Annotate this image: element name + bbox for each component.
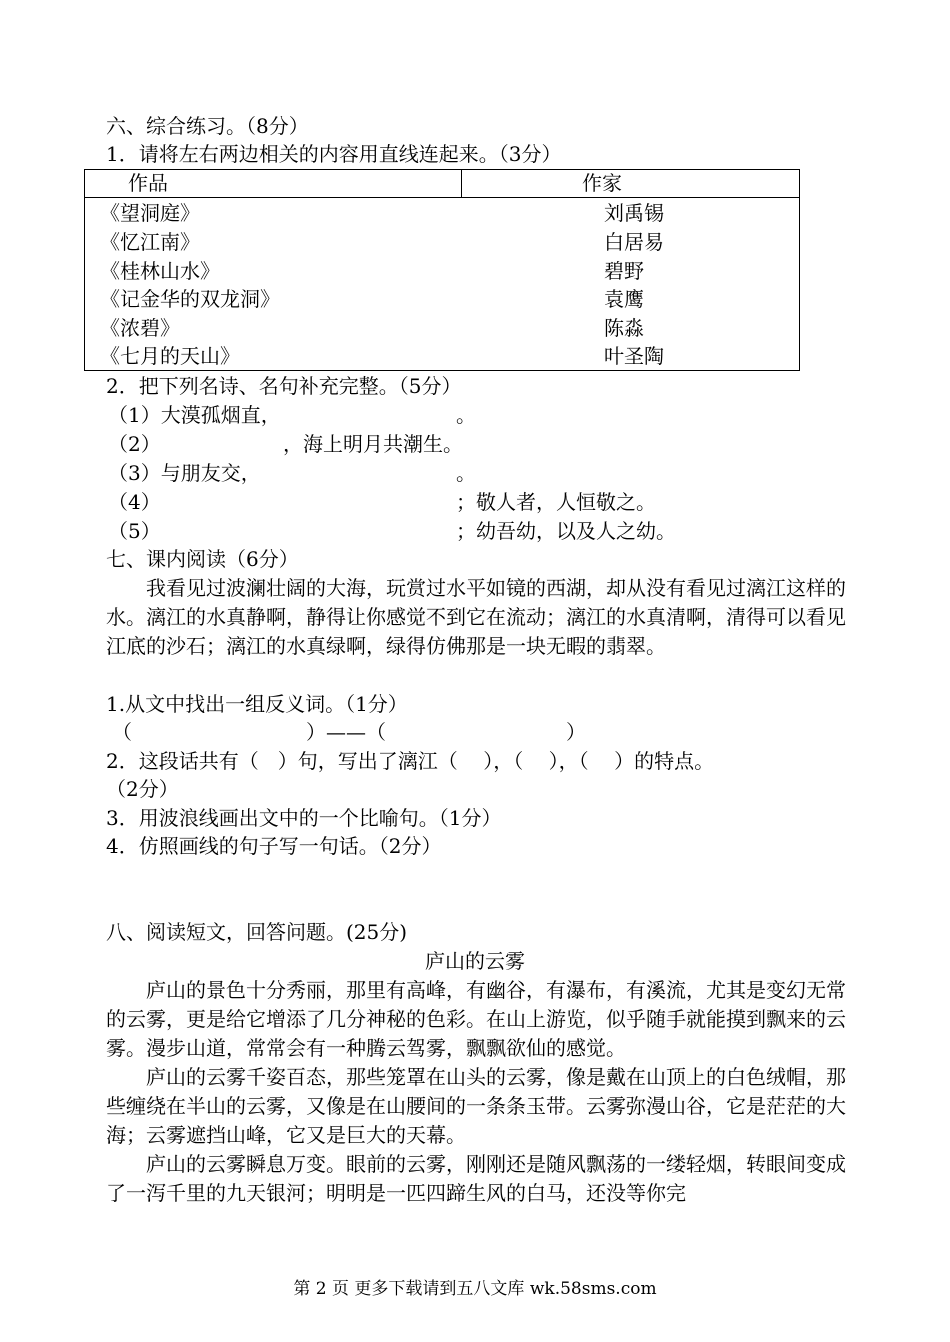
author-item: 陈淼 [604,316,644,340]
table-divider [84,197,800,198]
article-paragraph-2: 庐山的云雾千姿百态，那些笼罩在山头的云雾，像是戴在山顶上的白色绒帽，那些缠绕在半山的云雾，又像是在山腰间的一条条玉带。云雾弥漫山谷，它是茫茫的大海；云雾遮挡山峰，它又是巨大的天幕。 [106,1065,846,1147]
poem-left: （2） [108,432,161,456]
author-item: 碧野 [604,259,644,283]
table-header-author: 作家 [582,171,622,195]
poem-right: 。 [456,461,476,485]
work-item: 《望洞庭》 [100,201,200,225]
poem-left: （1）大漠孤烟直， [108,403,281,427]
table-column-divider [461,169,462,197]
poem-right: 。 [456,403,476,427]
author-item: 白居易 [604,230,664,254]
article-title: 庐山的云雾 [425,949,525,973]
author-item: 刘禹锡 [604,201,664,225]
section7-q3: 3．用波浪线画出文中的一个比喻句。（1分） [106,806,502,830]
article-paragraph-1: 庐山的景色十分秀丽，那里有高峰，有幽谷，有瀑布，有溪流，尤其是变幻无常的云雾，更是给它增添了几分神秘的色彩。在山上游览，似乎随手就能摸到飘来的云雾。漫步山道，常常会有一种腾云驾雾，飘飘欲仙的感觉。 [106,978,846,1060]
section7-q2: 2．这段话共有（ ）句，写出了漓江（ ），（ ），（ ）的特点。 [106,749,715,773]
poem-right: ；幼吾幼，以及人之幼。 [456,519,676,543]
q1-blank-middle: ）——（ [306,720,386,744]
poem-left: （4） [108,490,161,514]
table-header-work: 作品 [128,171,168,195]
q1-blank-close: ） [566,720,586,744]
page-footer: 第 2 页 更多下载请到五八文库 wk.58sms.com [293,1279,657,1299]
section7-q1: 1.从文中找出一组反义词。（1分） [106,692,408,716]
author-item: 叶圣陶 [604,344,664,368]
article-paragraph-3: 庐山的云雾瞬息万变。眼前的云雾，刚刚还是随风飘荡的一缕轻烟，转眼间变成了一泻千里的九天银河；明明是一匹四蹄生风的白马，还没等你完 [106,1152,846,1205]
author-item: 袁鹰 [604,287,644,311]
section7-q4: 4．仿照画线的句子写一句话。（2分） [106,834,442,858]
work-item: 《浓碧》 [100,316,180,340]
section8-heading: 八、阅读短文，回答问题。(25分) [106,920,408,944]
work-item: 《记金华的双龙洞》 [100,287,280,311]
poem-right: ；敬人者，人恒敬之。 [456,490,656,514]
section7-heading: 七、课内阅读（6分） [106,547,299,571]
section6-q2: 2．把下列名诗、名句补充完整。（5分） [106,374,462,398]
section6-q1: 1．请将左右两边相关的内容用直线连起来。（3分） [106,142,562,166]
work-item: 《忆江南》 [100,230,200,254]
poem-left: （5） [108,519,161,543]
section6-heading: 六、综合练习。（8分） [106,114,309,138]
work-item: 《桂林山水》 [100,259,220,283]
section7-passage: 我看见过波澜壮阔的大海，玩赏过水平如镜的西湖，却从没有看见过漓江这样的水。漓江的水真静啊，静得让你感觉不到它在流动；漓江的水真清啊，清得可以看见江底的沙石；漓江的水真绿啊，绿得仿佛那是一块无暇的翡翠。 [106,576,846,658]
poem-right: ，海上明月共潮生。 [283,432,463,456]
section7-q2-score: （2分） [106,777,179,801]
q1-blank-open: （ [112,720,132,744]
work-item: 《七月的天山》 [100,344,240,368]
poem-left: （3）与朋友交， [108,461,261,485]
